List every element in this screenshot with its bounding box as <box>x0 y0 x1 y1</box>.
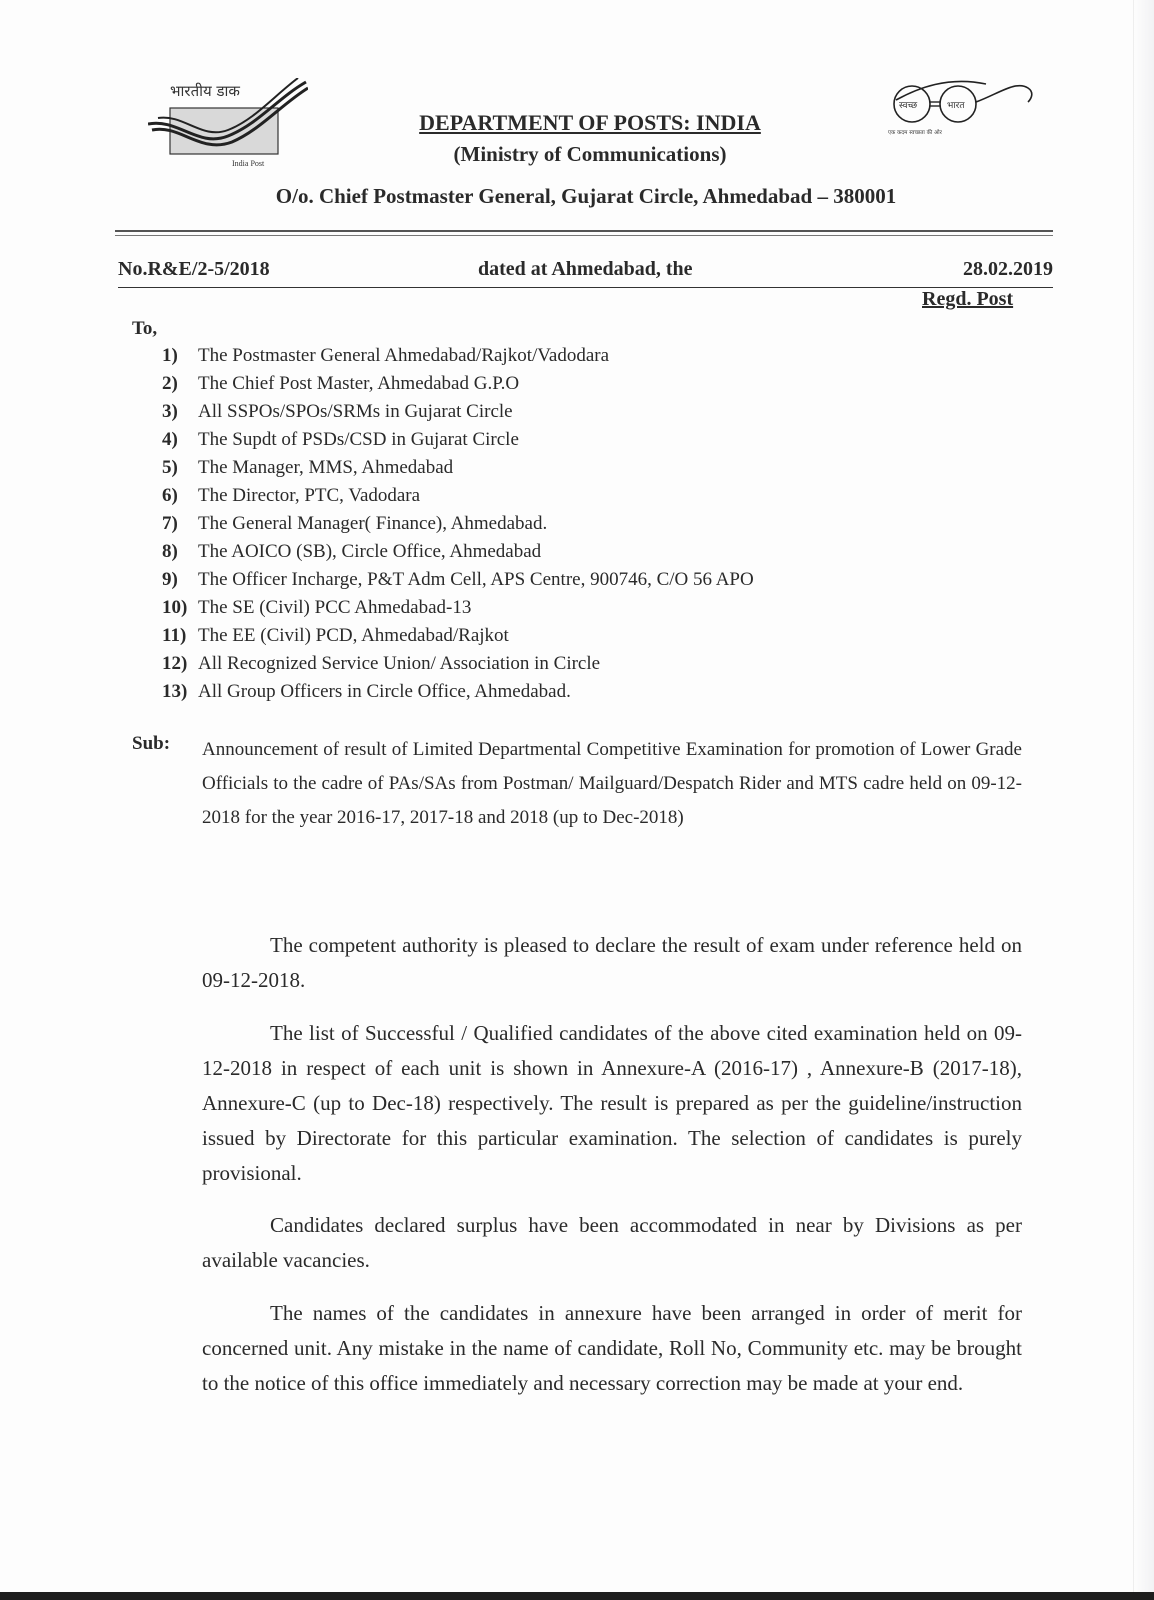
addressee-item <box>162 650 754 678</box>
swachh-right-lens-text: भारत <box>947 101 965 111</box>
letter-date: 28.02.2019 <box>963 258 1053 280</box>
body-paragraph-2: The list of Successful / Qualified candidates of the above cited examination held on 09-12-2018 in respect of each unit is shown in Annexure-A (2016-17) , Annexure-B (2017-18), Annexure-C (up to Dec-18) respectively. The result is prepared as per the guideline/instruction issued by Directorate for this particular examination. The selection of candidates is purely provisional. <box>202 1021 1022 1185</box>
addressee-text: All Recognized Service Union/ Association in Circle <box>198 653 601 674</box>
addressee-text: The General Manager( Finance), Ahmedabad. <box>198 513 548 534</box>
addressee-item <box>162 482 754 510</box>
india-post-caption: India Post <box>232 159 265 168</box>
header-divider-secondary <box>115 235 1053 236</box>
addressee-text: The SE (Civil) PCC Ahmedabad-13 <box>198 597 472 618</box>
office-address: O/o. Chief Postmaster General, Gujarat Circle, Ahmedabad – 380001 <box>275 184 897 208</box>
addressee-item <box>162 678 754 706</box>
ministry-subtitle: (Ministry of Communications) <box>453 142 727 166</box>
subject-label: Sub: <box>132 733 171 754</box>
addressee-item <box>162 454 754 482</box>
addressee-item <box>162 370 754 398</box>
addressee-text: All Group Officers in Circle Office, Ahmedabad. <box>198 681 571 702</box>
addressee-number: 2) <box>162 373 178 394</box>
addressee-number: 3) <box>162 401 178 422</box>
addressee-item <box>162 342 754 370</box>
addressee-number: 7) <box>162 513 178 534</box>
body-paragraph-3: Candidates declared surplus have been accommodated in near by Divisions as per available vacancies. <box>202 1213 1022 1272</box>
dispatch-mode: Regd. Post <box>922 288 1014 310</box>
addressee-item <box>162 398 754 426</box>
addressee-item <box>162 538 754 566</box>
addressee-number: 8) <box>162 541 178 562</box>
addressee-number: 9) <box>162 569 178 590</box>
addressee-text: The AOICO (SB), Circle Office, Ahmedabad <box>198 541 542 562</box>
addressee-number: 10) <box>162 597 188 618</box>
addressee-text: The Supdt of PSDs/CSD in Gujarat Circle <box>198 429 519 450</box>
scan-edge <box>1133 0 1154 1600</box>
reference-underline <box>118 287 1053 288</box>
reference-line <box>118 258 1053 288</box>
reference-number: No.R&E/2-5/2018 <box>118 258 270 280</box>
addressee-number: 12) <box>162 653 188 674</box>
addressee-item <box>162 594 754 622</box>
body-paragraph-1: The competent authority is pleased to declare the result of exam under reference held on 09-12-2018. <box>202 933 1022 992</box>
salutation: To, <box>132 318 158 339</box>
addressee-text: The Manager, MMS, Ahmedabad <box>198 457 454 478</box>
swachh-left-lens-text: स्वच्छ <box>899 101 918 111</box>
addressee-text: The Postmaster General Ahmedabad/Rajkot/Vadodara <box>198 345 610 366</box>
addressee-text: The Officer Incharge, P&T Adm Cell, APS Centre, 900746, C/O 56 APO <box>198 569 754 590</box>
india-post-hindi-text: भारतीय डाक <box>170 82 240 100</box>
subject-text: Announcement of result of Limited Departmental Competitive Examination for promotion of Lower Grade Officials to the cadre of PAs/SAs from Postman/ Mailguard/Despatch Rider and MTS cadre held on 09-12-2018 for the year 2016-17, 2017-18 and 2018 (up to Dec-2018) <box>202 739 1022 828</box>
spectacles-icon <box>888 78 1048 148</box>
addressee-number: 5) <box>162 457 178 478</box>
swachh-tagline: एक कदम स्वच्छता की ओर <box>888 130 942 136</box>
addressee-number: 11) <box>162 625 187 646</box>
addressee-text: The Director, PTC, Vadodara <box>198 485 421 506</box>
dated-at-label: dated at Ahmedabad, the <box>478 258 693 280</box>
header-divider <box>115 230 1053 232</box>
addressee-list <box>162 342 754 706</box>
addressee-number: 4) <box>162 429 178 450</box>
addressee-item <box>162 566 754 594</box>
addressee-text: All SSPOs/SPOs/SRMs in Gujarat Circle <box>198 401 513 422</box>
addressee-number: 1) <box>162 345 178 366</box>
addressee-number: 6) <box>162 485 178 506</box>
addressee-number: 13) <box>162 681 188 702</box>
addressee-item <box>162 622 754 650</box>
addressee-item <box>162 426 754 454</box>
addressee-item <box>162 510 754 538</box>
addressee-text: The Chief Post Master, Ahmedabad G.P.O <box>198 373 520 394</box>
addressee-text: The EE (Civil) PCD, Ahmedabad/Rajkot <box>198 625 509 646</box>
body-paragraph-4: The names of the candidates in annexure have been arranged in order of merit for concerned unit. Any mistake in the name of candidate, Roll No, Community etc. may be brought to the notice of this office immediately and necessary correction may be made at your end. <box>202 1301 1022 1395</box>
swachh-bharat-logo <box>888 78 1048 148</box>
department-title: DEPARTMENT OF POSTS: INDIA <box>419 110 761 135</box>
scan-bottom-border <box>0 1592 1154 1600</box>
